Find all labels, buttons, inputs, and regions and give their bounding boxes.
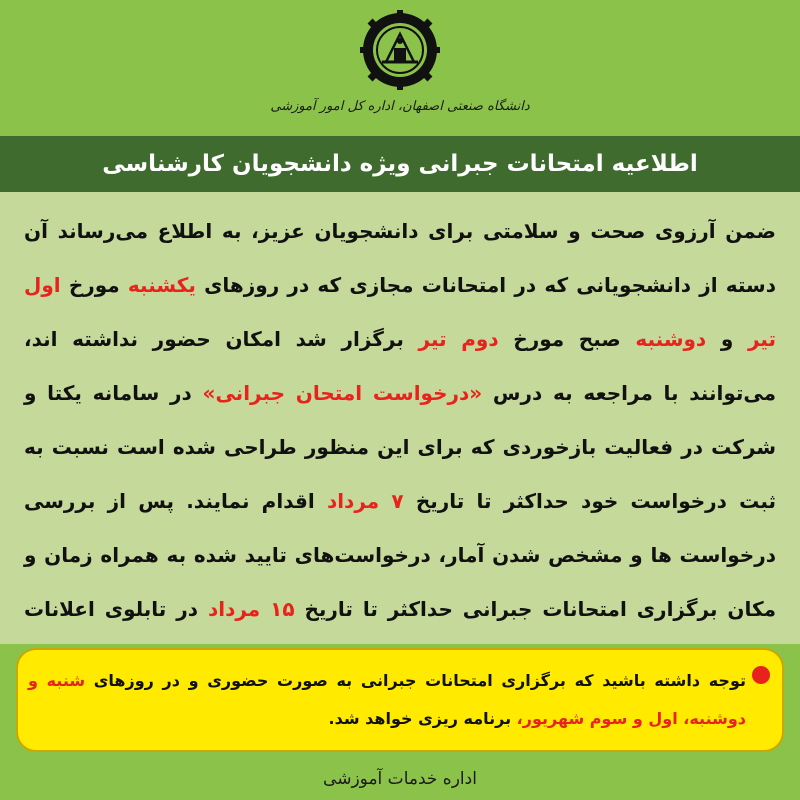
header: [0, 0, 800, 130]
notice-sentence: برنامه ریزی خواهد شد.: [328, 709, 512, 728]
highlight-course: «درخواست امتحان جبرانی»: [202, 381, 483, 405]
notice-days: شنبه و دوشنبه، اول و سوم شهریور،: [28, 671, 746, 728]
body-text: اقدام نمایند. پس از بررسی درخواست ها و مشخص شدن آمار، درخواست‌های تایید شده به همراه زمان و مکان برگزاری امتحانات جبرانی حداکثر تا تاریخ: [24, 489, 776, 621]
logo-caption: دانشگاه صنعتی اصفهان، اداره کل امور آموزشی: [270, 99, 530, 114]
announcement-body: [0, 192, 800, 644]
footer-signature: اداره خدمات آموزشی: [323, 769, 477, 789]
title-bar: [0, 136, 800, 192]
body-text: مورخ: [513, 327, 565, 351]
body-text: ضمن آرزوی صحت و سلامتی برای دانشجویان عزیز، به اطلاع می‌رساند آن دسته از دانشجویانی که در امتحانات مجازی که در روزهای: [24, 219, 776, 297]
footer: [0, 758, 800, 800]
body-paragraph: [24, 204, 776, 690]
body-text: برگزار شد امکان حضور نداشته اند، می‌توانند با مراجعه به درس: [24, 327, 776, 405]
body-text: و: [720, 327, 734, 351]
notice-box: [16, 648, 784, 752]
body-text: در سامانه یکتا و شرکت در فعالیت بازخوردی که برای این منظور طراحی شده است نسبت به ثبت درخواست خود حداکثر تا تاریخ: [24, 381, 776, 513]
university-logo-icon: [360, 10, 440, 90]
highlight-day: یکشنبه: [127, 273, 196, 297]
highlight-deadline: ۷ مرداد: [326, 489, 404, 513]
notice-sentence: توجه داشته باشید که برگزاری امتحانات جبرانی به صورت حضوری و در روزهای: [93, 671, 746, 690]
red-dot-icon: [752, 666, 770, 684]
page-title: اطلاعیه امتحانات جبرانی ویژه دانشجویان کارشناسی: [102, 151, 698, 177]
highlight-day: دوشنبه: [635, 327, 707, 351]
body-text: مورخ: [68, 273, 120, 297]
highlight-deadline: ۱۵ مرداد: [207, 597, 295, 621]
body-text: صبح: [578, 327, 621, 351]
highlight-date: دوم تیر: [418, 327, 499, 351]
notice-text: [28, 662, 746, 738]
body-text: در تابلوی اعلانات: [24, 597, 199, 621]
highlight-date: اول تیر: [24, 273, 777, 351]
